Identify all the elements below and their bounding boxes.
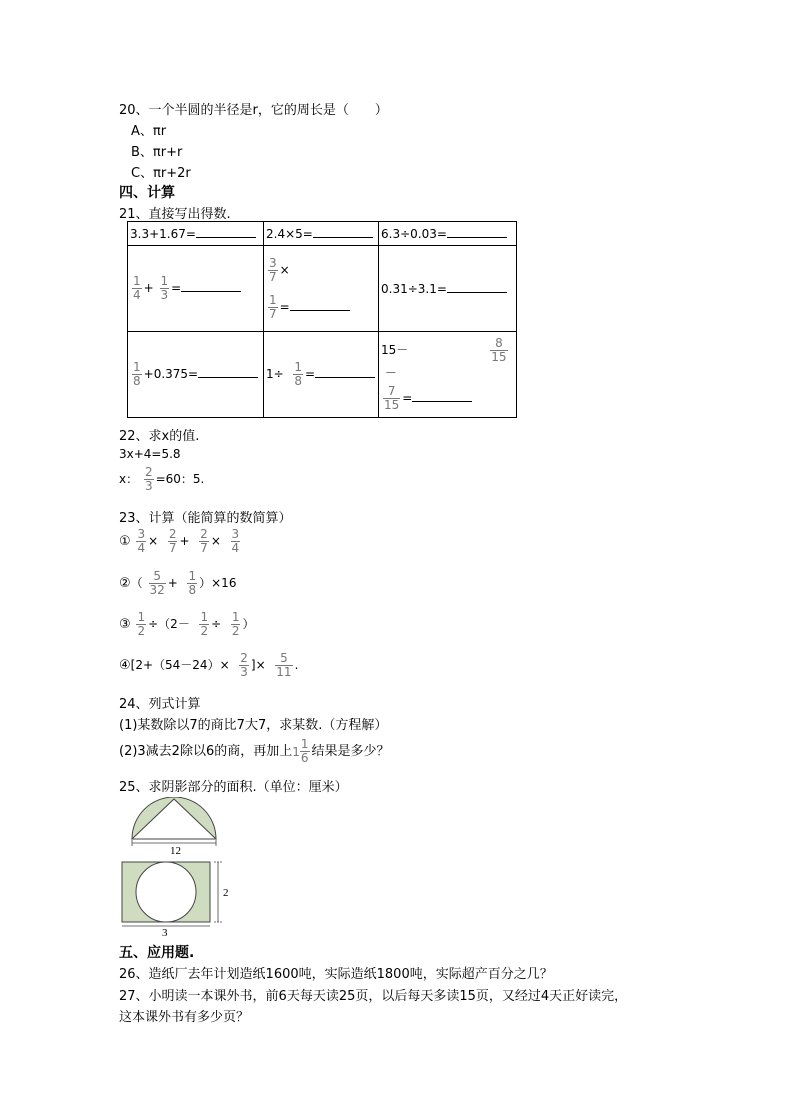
fraction: $\frac{7}{15}$ bbox=[384, 384, 400, 412]
q23-part-2: ②（ $\frac{5}{32}$ + $\frac{1}{8}$ ）×16 bbox=[119, 569, 237, 597]
fraction: $\frac{2}{7}$ bbox=[168, 527, 177, 555]
fraction: $\frac{1}{2}$ bbox=[200, 610, 209, 638]
q21-cell-r1c2: 2.4×5= bbox=[264, 222, 379, 246]
fraction: $\frac{8}{15}$ bbox=[491, 336, 507, 364]
q22-equation-1: 3x+4=5.8 bbox=[119, 447, 181, 461]
q27-text-line-1: 27、小明读一本课外书，前6天每天读25页，以后每天多读15页，又经过4天正好读完， bbox=[119, 989, 628, 1004]
fraction: $\frac{1}{8}$ bbox=[294, 360, 302, 388]
q21-cell-r1c1: 3.3+1.67= bbox=[128, 222, 264, 246]
q21-cell-r2c1: $\frac{1}{4}$ + $\frac{1}{3}$ = bbox=[128, 246, 264, 332]
q21-cell-r3c2: 1÷ $\frac{1}{8}$ = bbox=[264, 332, 379, 418]
fraction: $\frac{2}{7}$ bbox=[200, 527, 208, 555]
semicircle-triangle-figure bbox=[128, 797, 220, 855]
q20-option-c: C、πr+2r bbox=[131, 166, 191, 181]
q23-stem: 23、计算（能简算的数简算） bbox=[119, 511, 292, 526]
section-4-heading: 四、计算 bbox=[119, 185, 175, 201]
fraction: $\frac{1}{2}$ bbox=[231, 610, 240, 638]
fraction: $\frac{1}{4}$ bbox=[133, 274, 141, 302]
q20-option-b: B、πr+r bbox=[131, 145, 183, 160]
fraction: $\frac{3}{4}$ bbox=[231, 527, 240, 555]
fraction: $\frac{1}{2}$ bbox=[137, 610, 146, 638]
q21-cell-r1c3: 6.3÷0.03= bbox=[379, 222, 517, 246]
fig2-width-label: 3 bbox=[162, 927, 168, 938]
fraction: $\frac{2}{3}$ bbox=[240, 651, 248, 679]
q23-part-4: ④[2+（54－24）× $\frac{2}{3}$ ]× $\frac{5}{11}$ . bbox=[119, 651, 299, 679]
fig2-height-label: 2 bbox=[223, 887, 229, 899]
fraction: $\frac{5}{11}$ bbox=[276, 651, 292, 679]
q21-cell-r2c2: $\frac{3}{7}$ × $\frac{1}{7}$ = bbox=[264, 246, 379, 332]
q21-cell-r3c1: $\frac{1}{8}$ +0.375= bbox=[128, 332, 264, 418]
fraction: $\frac{1}{7}$ bbox=[269, 292, 277, 321]
section-5-heading: 五、应用题. bbox=[119, 945, 195, 961]
fraction: $\frac{3}{7}$ bbox=[269, 255, 277, 284]
q23-part-1: ① $\frac{3}{4}$ × $\frac{2}{7}$ + $\frac{2}{7}$ × $\frac{3}{4}$ bbox=[119, 527, 240, 555]
fig1-dimension-label: 12 bbox=[170, 845, 181, 855]
fraction: $\frac{3}{4}$ bbox=[137, 527, 146, 555]
fraction: $\frac{5}{32}$ bbox=[149, 569, 165, 597]
q20-stem: 20、一个半圆的半径是r，它的周长是（ ） bbox=[119, 103, 388, 118]
q22-equation-2: x： $\frac{2}{3}$ =60：5. bbox=[119, 465, 205, 493]
fraction: $\frac{1}{6}$ bbox=[300, 737, 309, 765]
q21-cell-r3c3: 15－ $\frac{8}{15}$ － $\frac{7}{15}$ = bbox=[379, 332, 517, 418]
q24-part-2: (2)3减去2除以6的商，再加上 1 $\frac{1}{6}$ 结果是多少？ bbox=[119, 737, 390, 765]
q27-text-line-2: 这本课外书有多少页？ bbox=[119, 1010, 250, 1025]
fraction: $\frac{1}{8}$ bbox=[133, 360, 141, 388]
q24-part-1: (1)某数除以7的商比7大7，求某数.（方程解） bbox=[119, 718, 388, 733]
rectangle-circle-figure bbox=[118, 858, 234, 938]
q22-stem: 22、求x的值. bbox=[119, 429, 200, 444]
q21-table bbox=[127, 221, 517, 418]
q24-stem: 24、列式计算 bbox=[119, 697, 201, 712]
fraction: $\frac{1}{8}$ bbox=[188, 569, 197, 597]
q21-stem: 21、直接写出得数. bbox=[119, 207, 231, 222]
q26-text: 26、造纸厂去年计划造纸1600吨，实际造纸1800吨，实际超产百分之几？ bbox=[119, 967, 553, 982]
q21-cell-r2c3: 0.31÷3.1= bbox=[379, 246, 517, 332]
q25-stem: 25、求阴影部分的面积.（单位：厘米） bbox=[119, 780, 348, 795]
fraction: $\frac{1}{3}$ bbox=[160, 274, 169, 302]
q20-option-a: A、πr bbox=[131, 124, 167, 139]
fraction: $\frac{2}{3}$ bbox=[144, 465, 153, 493]
q23-part-3: ③ $\frac{1}{2}$ ÷（2－ $\frac{1}{2}$ ÷ $\frac{1}{2}$ ） bbox=[119, 610, 255, 638]
